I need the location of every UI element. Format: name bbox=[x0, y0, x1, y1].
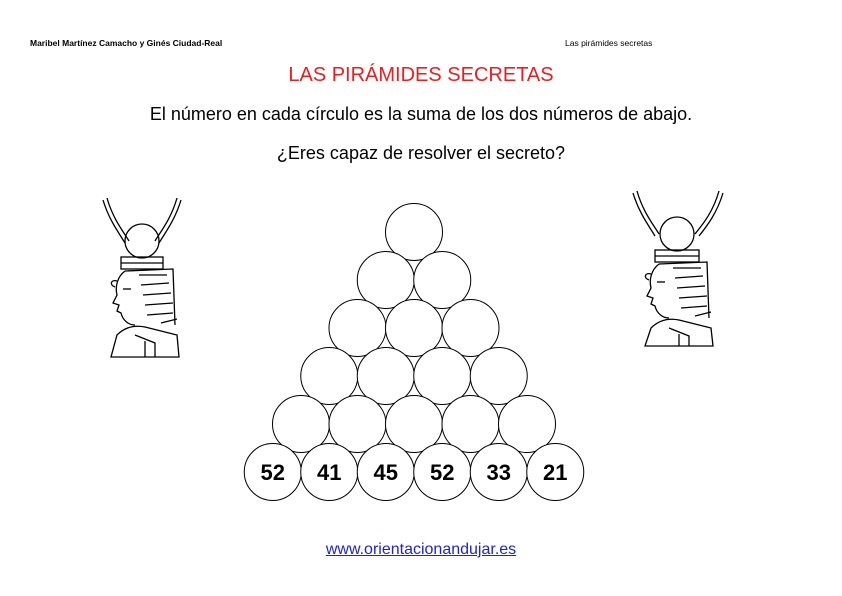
pyramid-base-value: 41 bbox=[317, 460, 342, 485]
instruction-line-2: ¿Eres capaz de resolver el secreto? bbox=[276, 143, 566, 163]
pyramid-circle[interactable] bbox=[329, 396, 386, 453]
pyramid-circle[interactable] bbox=[414, 348, 471, 405]
pyramid-base-value: 52 bbox=[430, 460, 455, 485]
pyramid-circle[interactable] bbox=[386, 300, 443, 357]
pyramid-circle[interactable] bbox=[442, 396, 499, 453]
pyramid-base-value: 52 bbox=[260, 460, 285, 485]
pyramid-base-value: 21 bbox=[543, 460, 568, 485]
header-doc-name: Las pirámides secretas bbox=[565, 38, 653, 48]
pyramid-circle[interactable] bbox=[499, 396, 556, 453]
header-authors: Maribel Martínez Camacho y Ginés Ciudad-Real bbox=[30, 38, 223, 48]
pyramid-circle[interactable] bbox=[442, 300, 499, 357]
pyramid-base-value: 33 bbox=[486, 460, 511, 485]
pyramid-base-value: 45 bbox=[373, 460, 398, 485]
pyramid-circle[interactable] bbox=[470, 348, 527, 405]
pyramid-circle[interactable] bbox=[329, 300, 386, 357]
pyramid-circle[interactable] bbox=[386, 396, 443, 453]
pyramid-circle[interactable] bbox=[386, 204, 443, 261]
pyramid-circle[interactable] bbox=[414, 252, 471, 309]
pyramid-circle[interactable] bbox=[273, 396, 330, 453]
instruction-line-1: El número en cada círculo es la suma de los dos números de abajo. bbox=[149, 104, 693, 124]
pyramid-circle[interactable] bbox=[357, 252, 414, 309]
footer-link-wrap bbox=[0, 541, 842, 559]
page-title: LAS PIRÁMIDES SECRETAS bbox=[288, 64, 554, 86]
pyramid-circle[interactable] bbox=[357, 348, 414, 405]
pyramid-circle[interactable] bbox=[301, 348, 358, 405]
website-link[interactable]: www.orientacionandujar.es bbox=[325, 541, 517, 558]
